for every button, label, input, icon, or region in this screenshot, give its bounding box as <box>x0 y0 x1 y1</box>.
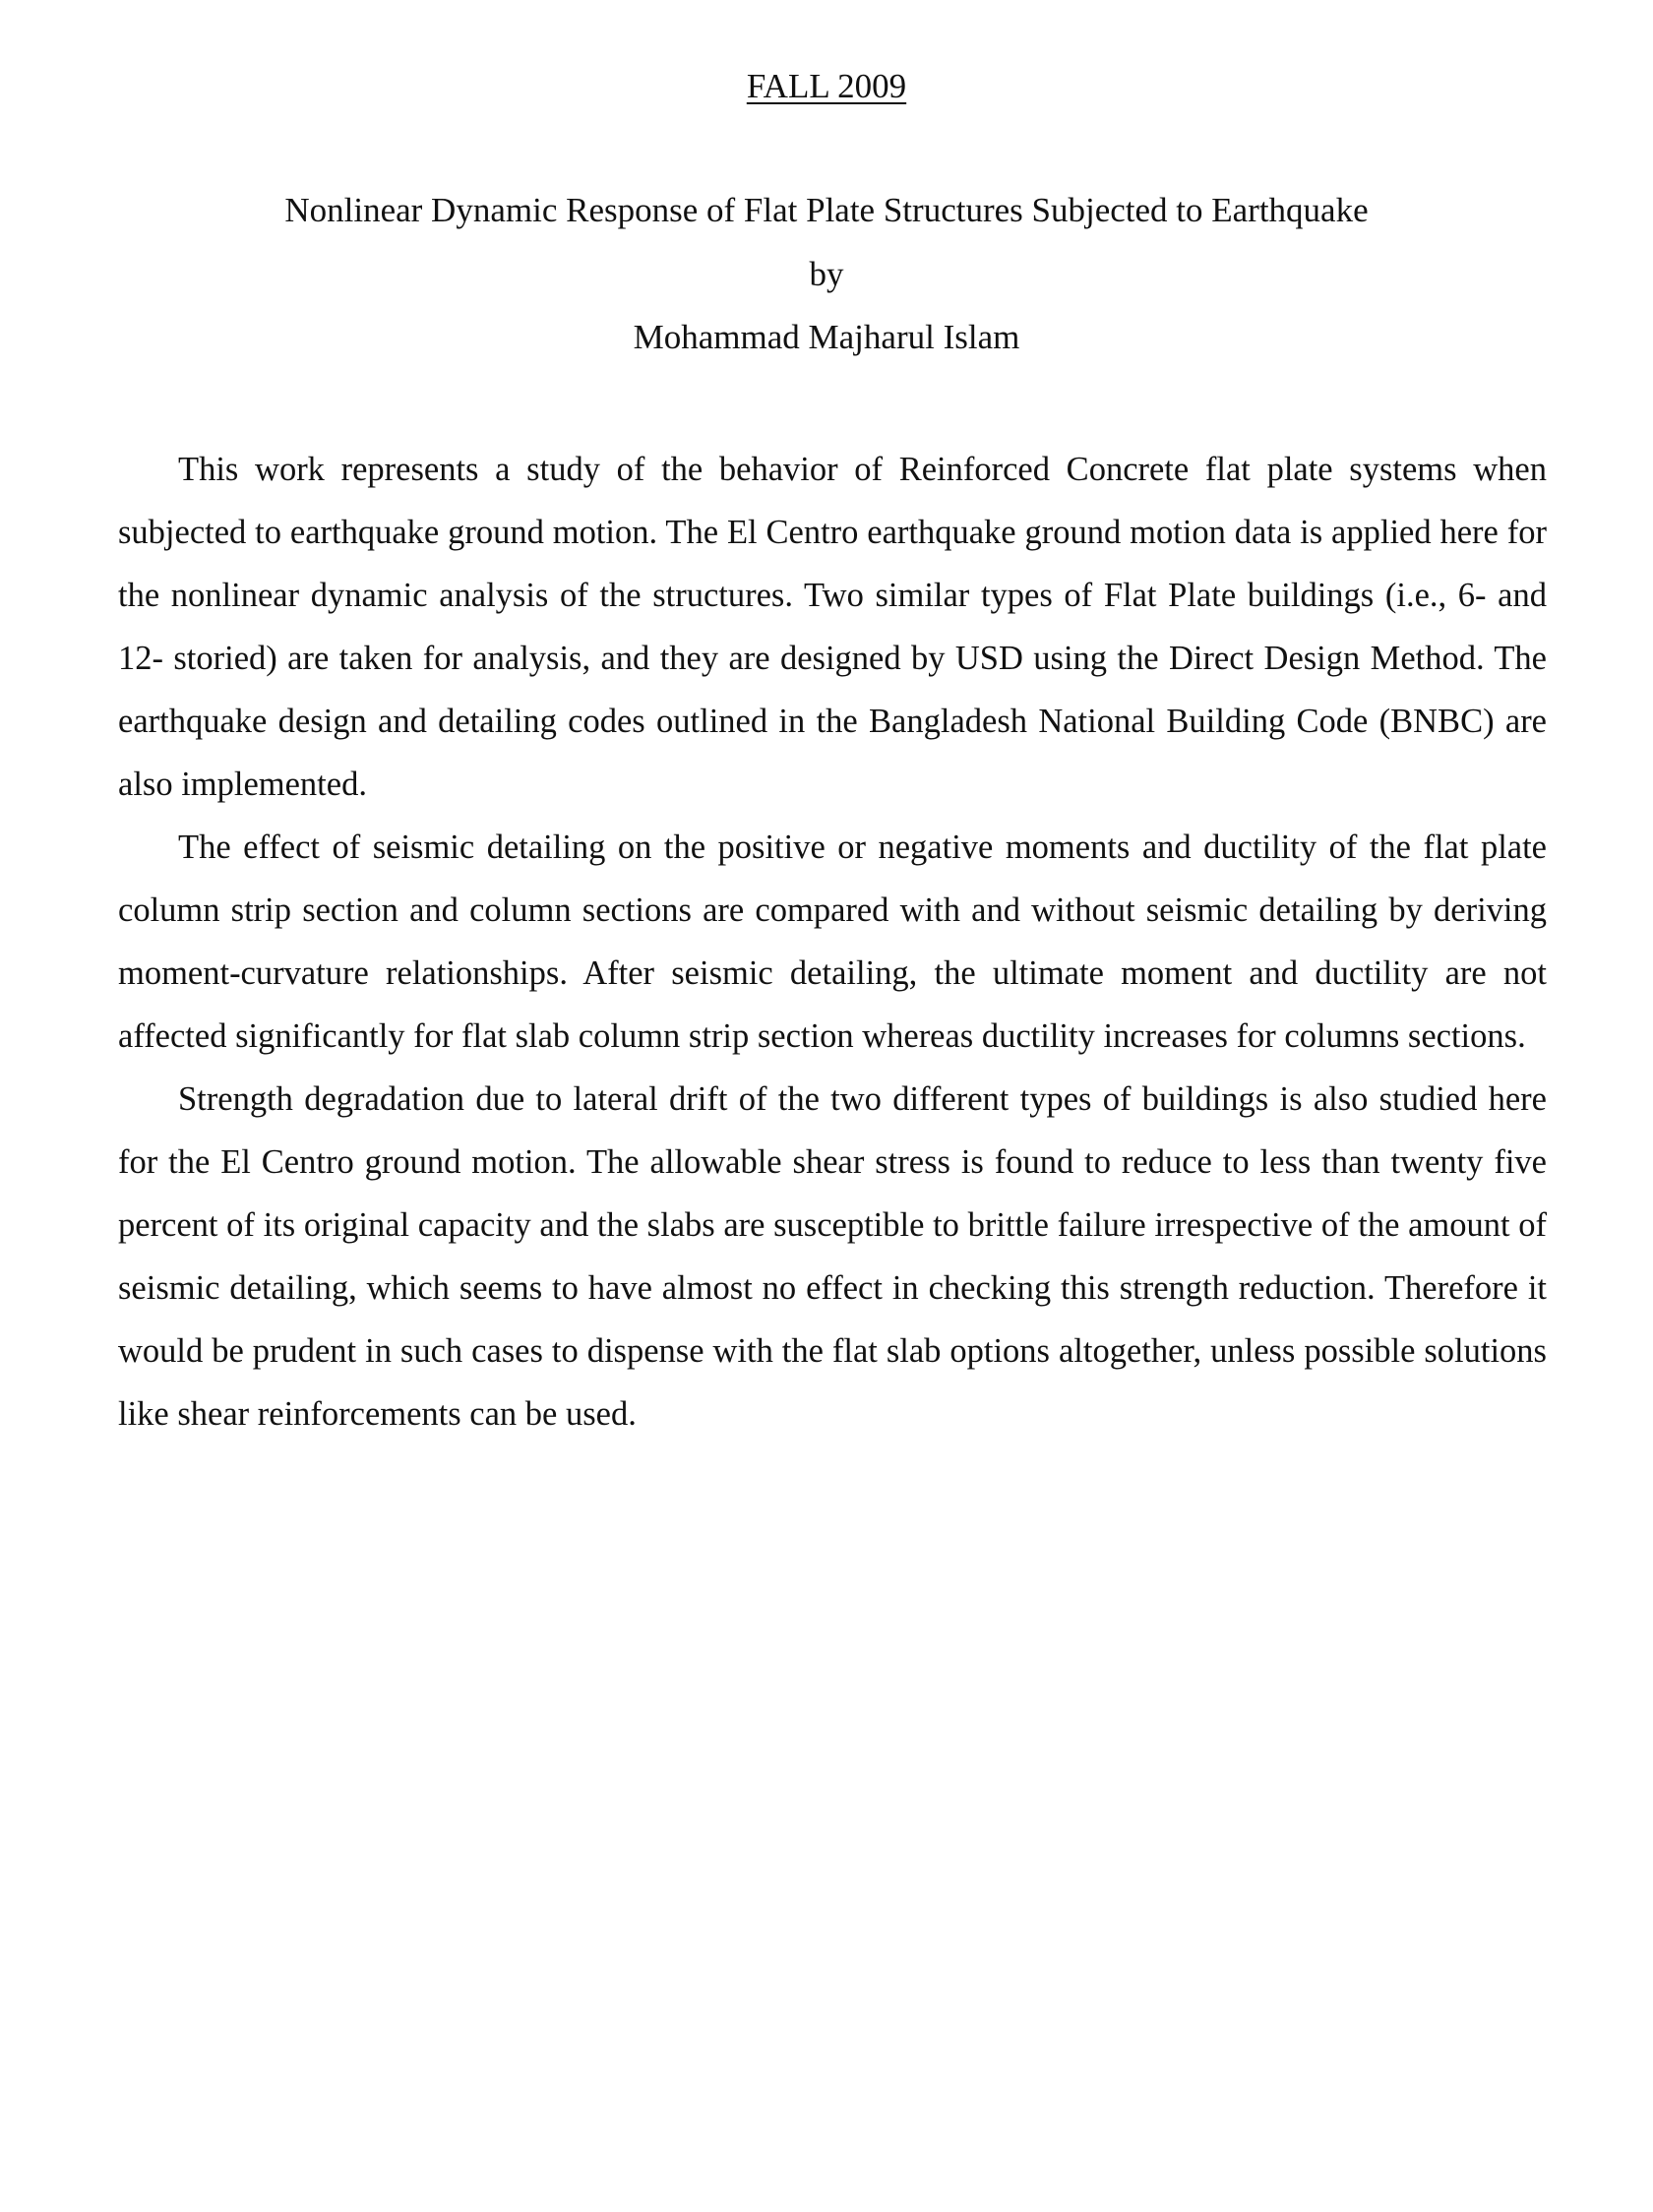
abstract-paragraph: The effect of seismic detailing on the positive or negative moments and ductility of the flat plate column strip section and column sections are compared with and without seismic detailing by deriving moment-curvature relationships. After seismic detailing, the ultimate moment and ductility are not affected significantly for flat slab column strip section whereas ductility increases for columns sections. <box>118 829 1547 1055</box>
author-name: Mohammad Majharul Islam <box>633 318 1020 356</box>
byline-by: by <box>809 255 844 293</box>
thesis-title: Nonlinear Dynamic Response of Flat Plate Structures Subjected to Earthquake <box>284 191 1369 229</box>
term-heading: FALL 2009 <box>746 67 907 105</box>
abstract-body <box>118 438 1547 1445</box>
abstract-paragraph: Strength degradation due to lateral drift of the two different types of buildings is also studied here for the El Centro ground motion. The allowable shear stress is found to reduce to less than twenty five percent of its original capacity and the slabs are susceptible to brittle failure irrespective of the amount of seismic detailing, which seems to have almost no effect in checking this strength reduction. Therefore it would be prudent in such cases to dispense with the flat slab options altogether, unless possible solutions like shear reinforcements can be used. <box>118 1080 1547 1433</box>
abstract-paragraph: This work represents a study of the behavior of Reinforced Concrete flat plate systems when subjected to earthquake ground motion. The El Centro earthquake ground motion data is applied here for the nonlinear dynamic analysis of the structures. Two similar types of Flat Plate buildings (i.e., 6- and 12- storied) are taken for analysis, and they are designed by USD using the Direct Design Method. The earthquake design and detailing codes outlined in the Bangladesh National Building Code (BNBC) are also implemented. <box>118 451 1547 803</box>
